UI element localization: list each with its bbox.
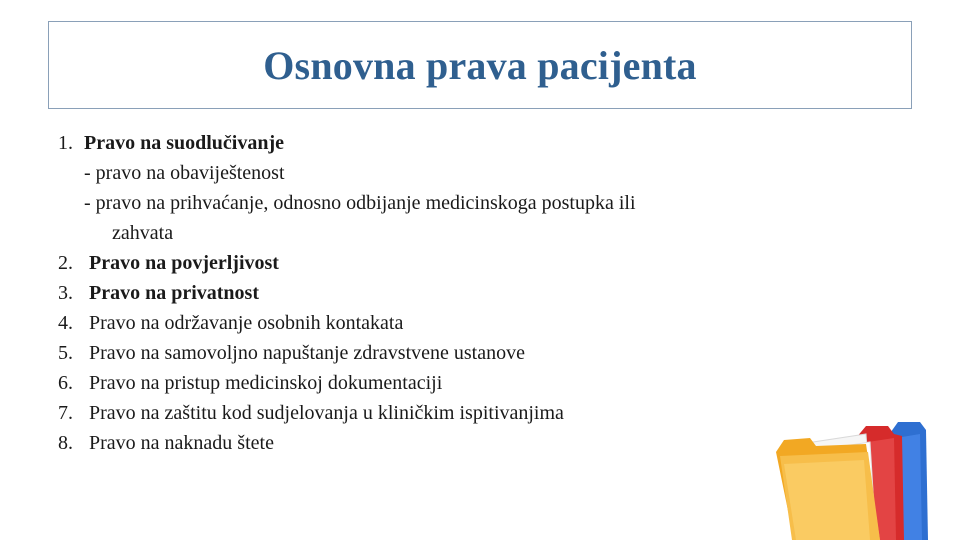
- list-item-text: Pravo na održavanje osobnih kontakata: [89, 312, 404, 334]
- list-item-number: 8.: [58, 432, 73, 454]
- title-box: [48, 21, 912, 109]
- list-item-text: Pravo na povjerljivost: [89, 252, 279, 274]
- file-folders-icon: [770, 408, 960, 540]
- list-item-1: [58, 128, 818, 158]
- slide-title: Osnovna prava pacijenta: [263, 42, 697, 88]
- list-item-number: 1.: [58, 132, 73, 154]
- sub-item-information: - pravo na obaviještenost: [84, 162, 285, 184]
- list-item-5: [58, 338, 818, 368]
- list-item-2: [58, 248, 818, 278]
- list-item-3: [58, 278, 818, 308]
- list-item-number: 2.: [58, 252, 73, 274]
- sub-item-acceptance-continuation: zahvata: [112, 222, 174, 244]
- list-item-number: 6.: [58, 372, 73, 394]
- list-item-text: Pravo na naknadu štete: [89, 432, 274, 454]
- list-item-number: 3.: [58, 282, 73, 304]
- list-item-6: [58, 368, 818, 398]
- list-item-7: [58, 398, 818, 428]
- list-item-text: Pravo na privatnost: [89, 282, 259, 304]
- sub-item-acceptance: - pravo na prihvaćanje, odnosno odbijanje medicinskoga postupka ili: [84, 192, 636, 214]
- list-item-4: [58, 308, 818, 338]
- list-item-number: 5.: [58, 342, 73, 364]
- rights-list: [58, 128, 818, 458]
- yellow-folder-icon: [776, 438, 880, 540]
- list-item-8: [58, 428, 818, 458]
- list-item-text: Pravo na samovoljno napuštanje zdravstvene ustanove: [89, 342, 525, 364]
- list-item-text: Pravo na zaštitu kod sudjelovanja u kliničkim ispitivanjima: [89, 402, 564, 424]
- list-item-text: Pravo na pristup medicinskoj dokumentaciji: [89, 372, 443, 394]
- list-item-number: 4.: [58, 312, 73, 334]
- list-item-text: Pravo na suodlučivanje: [84, 132, 285, 154]
- list-item-number: 7.: [58, 402, 73, 424]
